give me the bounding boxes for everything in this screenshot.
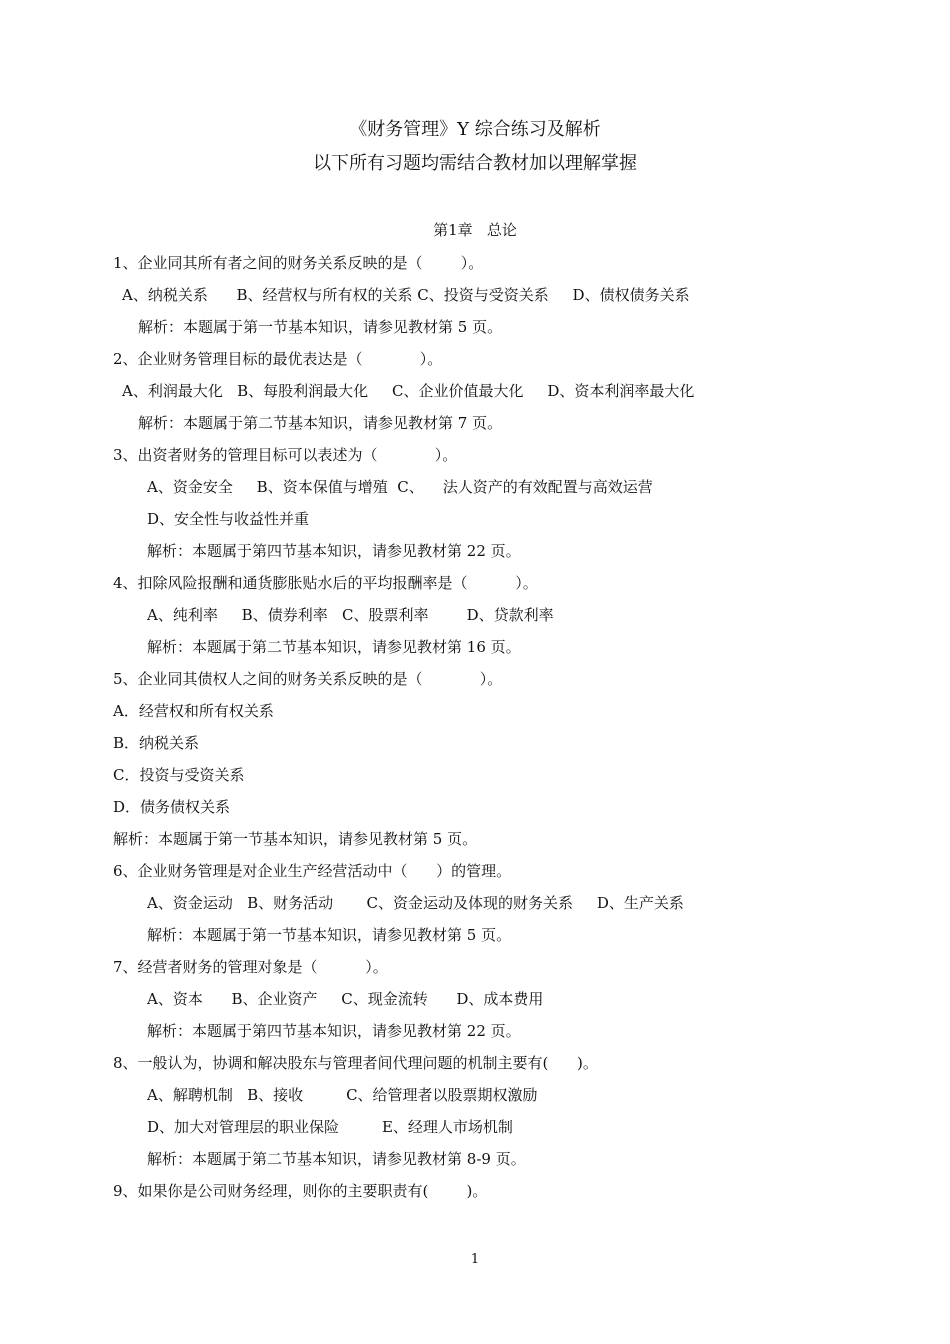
question-3: 3、出资者财务的管理目标可以表述为（ ）。	[113, 446, 458, 464]
question-4-analysis: 解析：本题属于第二节基本知识，请参见教材第 16 页。	[147, 638, 521, 656]
question-7-options: A、资本 B、企业资产 C、现金流转 D、成本费用	[147, 990, 544, 1008]
question-5-analysis: 解析：本题属于第一节基本知识，请参见教材第 5 页。	[113, 830, 478, 848]
question-3-options-cont: D、安全性与收益性并重	[147, 510, 310, 528]
question-2: 2、企业财务管理目标的最优表达是（ ）。	[113, 350, 443, 368]
question-3-analysis: 解析：本题属于第四节基本知识，请参见教材第 22 页。	[147, 542, 521, 560]
question-6: 6、企业财务管理是对企业生产经营活动中（ ）的管理。	[113, 862, 512, 880]
question-7: 7、经营者财务的管理对象是（ ）。	[113, 958, 388, 976]
question-8-options: A、解聘机制 B、接收 C、给管理者以股票期权激励	[147, 1086, 538, 1104]
question-1-analysis: 解析：本题属于第一节基本知识，请参见教材第 5 页。	[138, 318, 503, 336]
question-8-analysis: 解析：本题属于第二节基本知识，请参见教材第 8-9 页。	[147, 1150, 526, 1168]
question-2-options: A、利润最大化 B、每股利润最大化 C、企业价值最大化 D、资本利润率最大化	[122, 382, 695, 400]
question-5: 5、企业同其债权人之间的财务关系反映的是（ ）。	[113, 670, 503, 688]
question-6-options: A、资金运动 B、财务活动 C、资金运动及体现的财务关系 D、生产关系	[147, 894, 684, 912]
question-8-options-cont: D、加大对管理层的职业保险 E、经理人市场机制	[147, 1118, 513, 1136]
question-2-analysis: 解析：本题属于第二节基本知识，请参见教材第 7 页。	[138, 414, 503, 432]
page-number: 1	[470, 1252, 480, 1267]
question-5-option-a: A．经营权和所有权关系	[113, 702, 274, 720]
document-title: 《财务管理》Y 综合练习及解析	[349, 119, 601, 140]
question-4: 4、扣除风险报酬和通货膨胀贴水后的平均报酬率是（ ）。	[113, 574, 538, 592]
question-4-options: A、纯利率 B、债券利率 C、股票利率 D、贷款利率	[147, 606, 554, 624]
question-1: 1、企业同其所有者之间的财务关系反映的是（ ）。	[113, 254, 484, 272]
question-9: 9、如果你是公司财务经理，则你的主要职责有( )。	[113, 1182, 488, 1200]
question-8: 8、一般认为，协调和解决股东与管理者间代理问题的机制主要有( )。	[113, 1054, 598, 1072]
question-5-option-c: C．投资与受资关系	[113, 766, 245, 784]
question-1-options: A、纳税关系 B、经营权与所有权的关系 C、投资与受资关系 D、债权债务关系	[122, 286, 690, 304]
question-5-option-b: B．纳税关系	[113, 734, 200, 752]
question-3-options: A、资金安全 B、资本保值与增殖 C、 法人资产的有效配置与高效运营	[147, 478, 653, 496]
document-subtitle: 以下所有习题均需结合教材加以理解掌握	[313, 153, 637, 174]
question-5-option-d: D．债务债权关系	[113, 798, 231, 816]
question-7-analysis: 解析：本题属于第四节基本知识，请参见教材第 22 页。	[147, 1022, 521, 1040]
chapter-heading: 第1章 总论	[433, 221, 517, 239]
question-6-analysis: 解析：本题属于第一节基本知识，请参见教材第 5 页。	[147, 926, 512, 944]
